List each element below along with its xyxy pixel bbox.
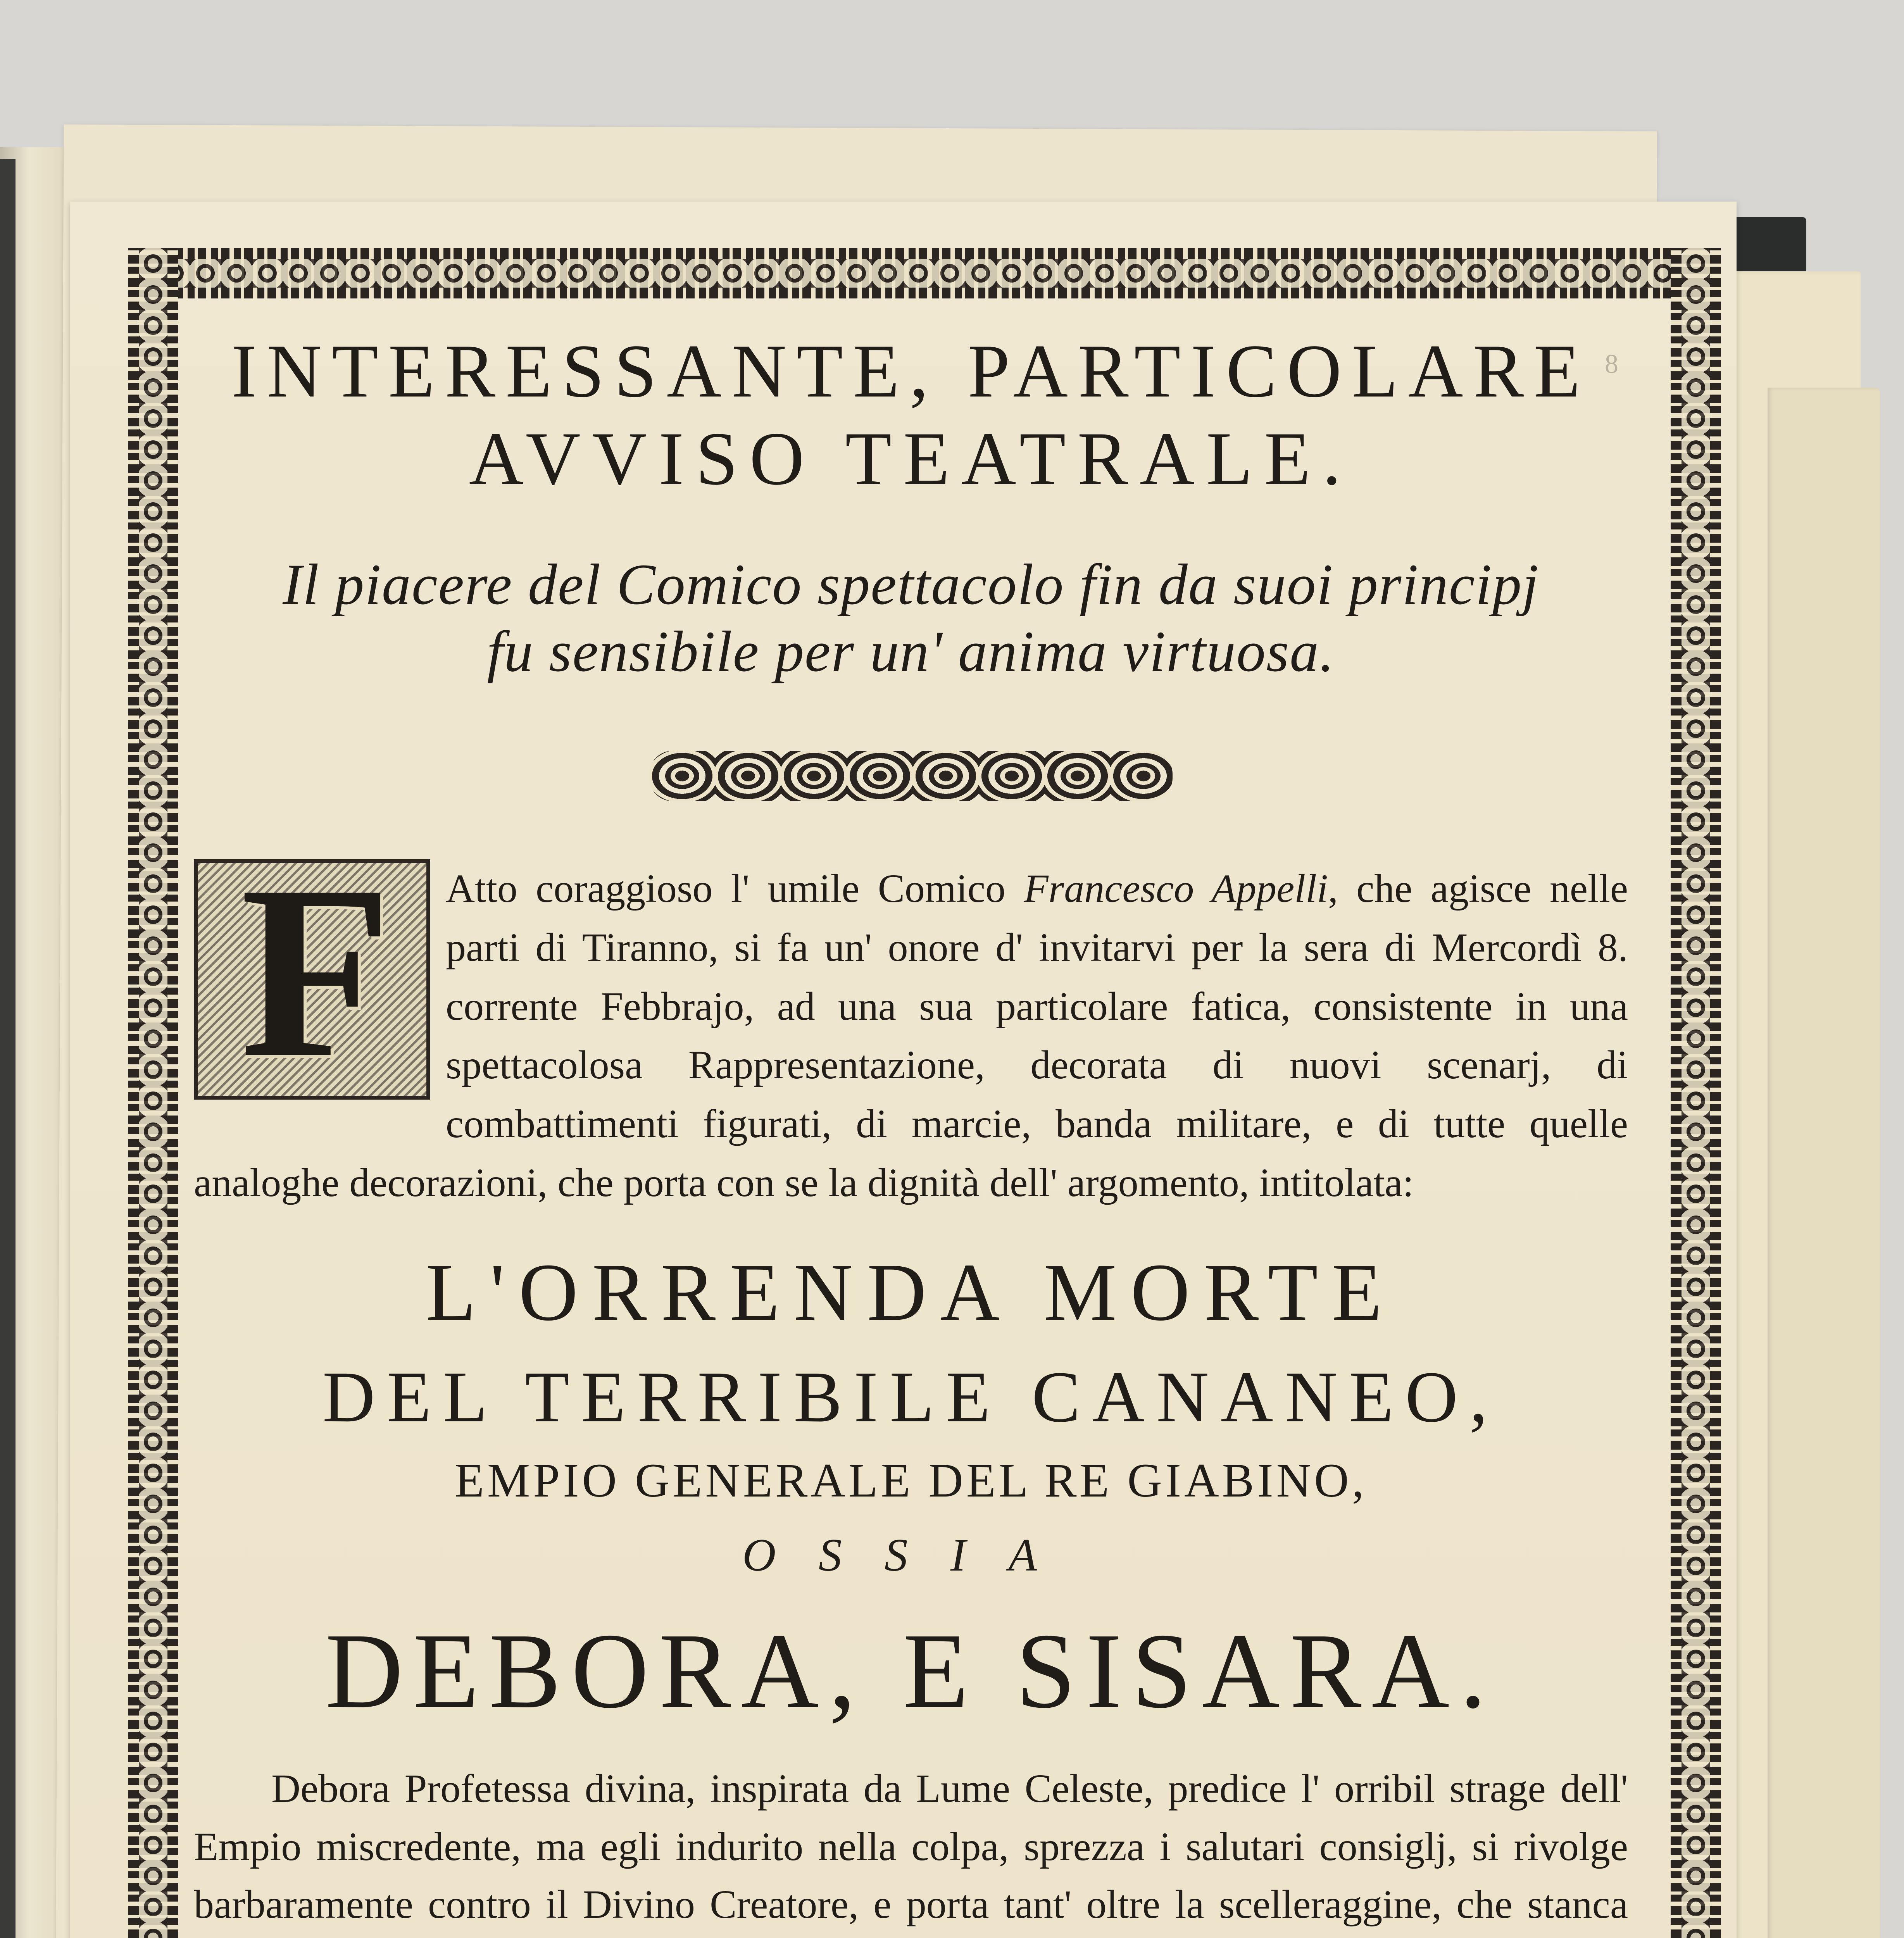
drama-title: DEBORA, E SISARA.	[325, 1611, 1497, 1731]
poster-content	[194, 329, 1628, 1938]
border-left	[128, 248, 178, 1938]
intro-text-2: , che agisce nelle parti di Tiranno, si fa un' onore d' invitarvi per la sera di Mercordì 8. corrente Febbrajo, ad una sua particolare fatica, consistente in una spettacolosa Rappresentazione, decorata di nuovi scenarj, di combattimenti figurati, di marcie, banda militare, e di tutte quelle analoghe decorazioni, che porta con se la dignità dell' argomento, intitolata:	[194, 866, 1628, 1205]
paragraph-plot: Debora Profetessa divina, inspirata da Lume Celeste, predice l' orribil strage dell' Empio miscredente, ma egli indurito nella colpa, sprezza i salutari consiglj, si rivolge barbaramente contro il Divino Creatore, e porta tant' oltre la scelleraggine, che stanca	[194, 1766, 1628, 1927]
border-top	[128, 248, 1721, 298]
motto-line-2: fu sensibile per un' anima virtuosa.	[487, 619, 1335, 684]
left-binding	[0, 159, 16, 1938]
border-right	[1671, 248, 1721, 1938]
motto-line-1: Il piacere del Comico spettacolo fin da suoi principj	[283, 552, 1539, 617]
fleuron-ornament-icon	[649, 751, 1173, 801]
intro-block	[194, 835, 1628, 1212]
back-sheet	[1768, 388, 1880, 1938]
ossia-label: OSSIA	[742, 1529, 1080, 1581]
drama-line-3: EMPIO GENERALE DEL RE GIABINO,	[455, 1454, 1367, 1507]
drama-line-1: L'ORRENDA MORTE	[426, 1246, 1396, 1338]
woodcut-initial-icon	[194, 835, 430, 1109]
corner-mark: 8	[1605, 349, 1618, 379]
actor-name: Francesco Appelli	[1024, 866, 1328, 911]
initial-letter: F	[240, 835, 392, 1109]
poster-title-line-1: INTERESSANTE, PARTICOLARE	[231, 329, 1590, 413]
drama-line-2: DEL TERRIBILE CANANEO,	[323, 1356, 1499, 1437]
poster-title-line-2: AVVISO TEATRALE.	[469, 417, 1353, 501]
intro-text-1: Atto coraggioso l' umile Comico	[446, 866, 1024, 911]
